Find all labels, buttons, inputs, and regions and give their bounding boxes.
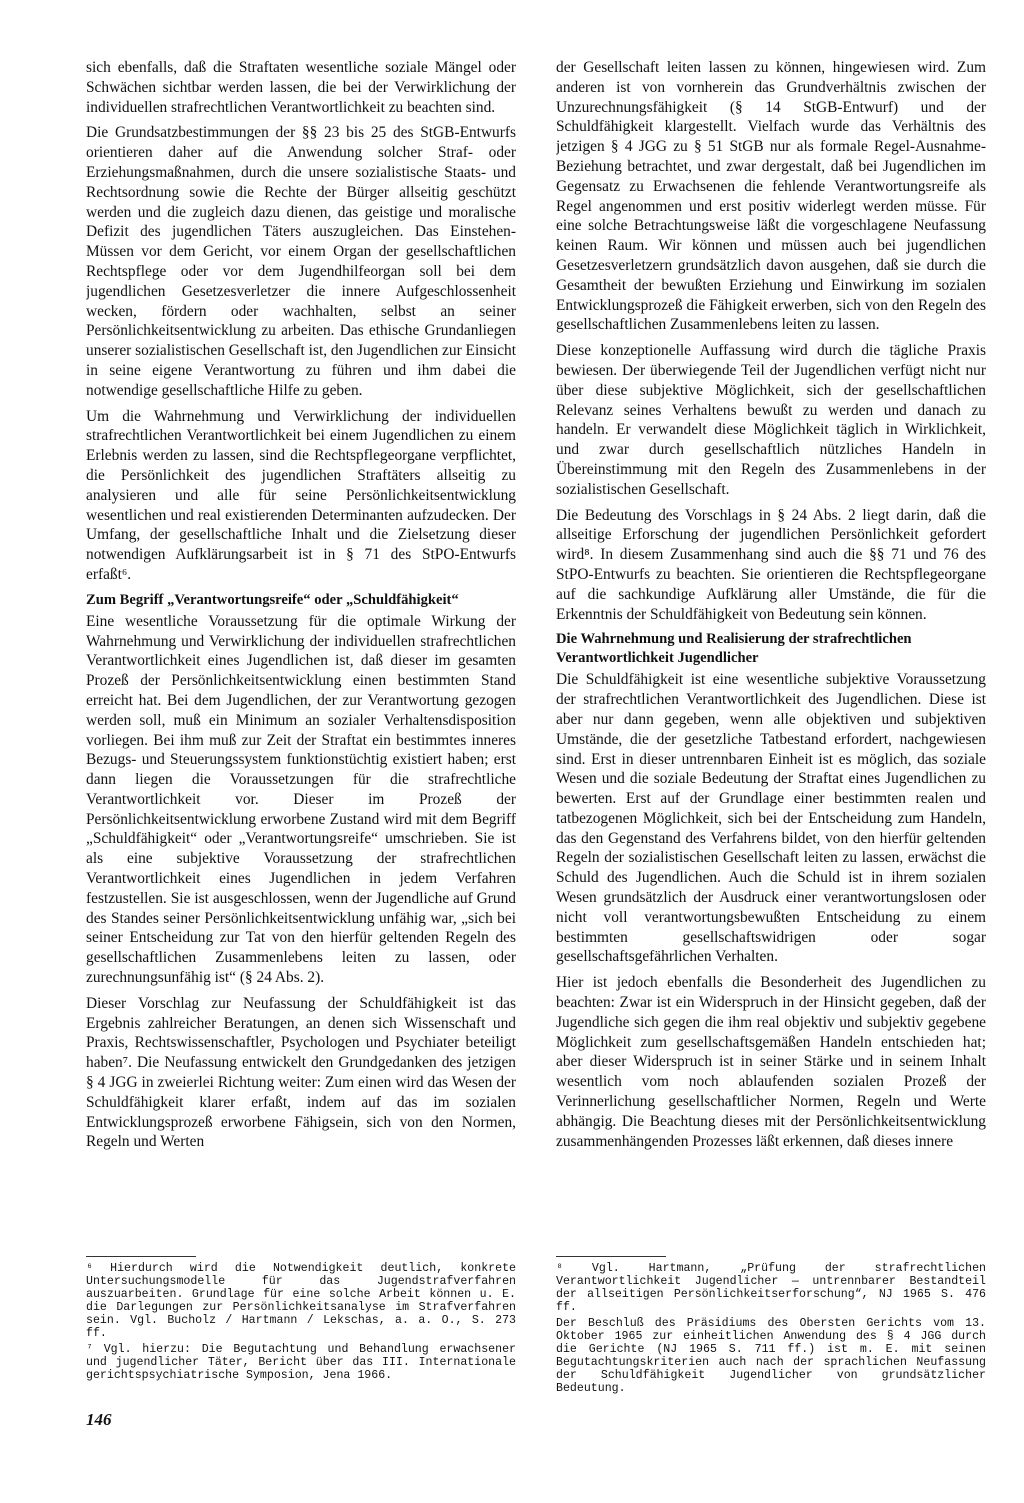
footnote: ⁷ Vgl. hierzu: Die Begutachtung und Behandlung erwachsener und jugendlicher Täter, Bericht über das III. Internationale gerichtspsychiatrische Symposion, Jena 1966. (86, 1343, 516, 1382)
paragraph: Dieser Vorschlag zur Neufassung der Schuldfähigkeit ist das Ergebnis zahlreicher Beratungen, an denen sich Wissenschaft und Praxis, Rechtswissenschaftler, Psychologen und Psychiater beteiligt haben⁷. Die Neufassung entwickelt den Grundgedanken des jetzigen § 4 JGG in zweierlei Richtung weiter: Zum einen wird das Wesen der Schuldfähigkeit klarer erfaßt, indem auf das im sozialen Entwicklungsprozeß erworbene Fähigsein, sich von den Normen, Regeln und Werten (86, 994, 516, 1151)
paragraph: Die Schuldfähigkeit ist eine wesentliche subjektive Voraussetzung der strafrechtlichen Verantwortlichkeit des Jugendlichen. Diese ist aber nur dann gegeben, wenn alle objektiven und subjektiven Umstände, die der gesetzliche Tatbestand erfordert, nachgewiesen sind. Erst in dieser untrennbaren Einheit ist es möglich, das soziale Wesen und die soziale Bedeutung der Straftat eines Jugendlichen zu bewerten. Erst auf der Grundlage einer bestimmten realen und tatbezogenen Möglichkeit, sich bei der Entscheidung zum Handeln, das den Gegenstand des Verfahrens bildet, von den hierfür geltenden Regeln der sozialistischen Gesellschaft leiten zu lassen, erwächst die Schuld des Jugendlichen. Auch die Schuld ist in ihrem sozialen Wesen grundsätzlich der Ausdruck einer verantwortungslosen oder nicht voll verantwortungsbewußten Entscheidung zu einem bestimmten gesellschaftswidrigen oder sogar gesellschaftsgefährlichen Verhalten. (556, 671, 986, 966)
paragraph: Eine wesentliche Voraussetzung für die optimale Wirkung der Wahrnehmung und Verwirklichung der individuellen strafrechtlichen Verantwortlichkeit eines Jugendlichen ist, daß dieser im gesamten Prozeß der Persönlichkeitsentwicklung einen bestimmten Stand erreicht hat. Bei dem Jugendlichen, der zur Verantwortung gezogen werden soll, muß ein Minimum an sozialer Verhaltensdisposition vorliegen. Bei ihm muß zur Zeit der Straftat ein bestimmtes inneres Bezugs- und Steuerungssystem funktionstüchtig existiert haben; erst dann liegen die Voraussetzungen für die strafrechtliche Verantwortlichkeit vor. Dieser im Prozeß der Persönlichkeitsentwicklung erworbene Zustand wird mit dem Begriff „Schuldfähigkeit“ oder „Verantwortungsreife“ umschrieben. Sie ist als eine subjektive Voraussetzung der strafrechtlichen Verantwortlichkeit eines Jugendlichen in jedem Verfahren festzustellen. Sie ist ausgeschlossen, wenn der Jugendliche auf Grund des Standes seiner Persönlichkeitsentwicklung unfähig war, „sich bei seiner Entscheidung zur Tat von den hierfür geltenden Regeln des gesellschaftlichen Zusammenlebens leiten zu lassen, oder zurechnungsunfähig ist“ (§ 24 Abs. 2). (86, 612, 516, 987)
paragraph: Die Bedeutung des Vorschlags in § 24 Abs. 2 liegt darin, daß die allseitige Erforschung der jugendlichen Persönlichkeit gefordert wird⁸. In diesem Zusammenhang sind auch die §§ 71 und 76 des StPO-Entwurfs zu beachten. Sie orientieren die Rechtspflegeorgane auf die sachkundige Aufklärung aller Umstände, die für die Erkenntnis der Schuldfähigkeit von Bedeutung sein können. (556, 506, 986, 623)
paragraph: Die Grundsatzbestimmungen der §§ 23 bis 25 des StGB-Entwurfs orientieren daher auf die Anwendung solcher Straf- oder Erziehungsmaßnahmen, durch die unsere sozialistische Staats- und Rechtsordnung sowie die Rechte der Bürger allseitig geschützt werden und die zugleich dazu dienen, das geistige und moralische Defizit des jugendlichen Täters auszugleichen. Das Einstehen-Müssen vor dem Gericht, vor einem Organ der gesellschaftlichen Rechtspflege oder vor dem Jugendhilfeorgan soll bei dem jugendlichen Gesetzesverletzer die innere Aufgeschlossenheit wecken, fördern oder wachhalten, selbst an seiner Persönlichkeitsentwicklung zu arbeiten. Das ethische Grundanliegen unserer sozialistischen Gesellschaft ist, den Jugendlichen zur Einsicht in seine eigene Verantwortung zu führen und ihm dabei die notwendige gesellschaftliche Hilfe zu geben. (86, 124, 516, 399)
section-heading: Die Wahrnehmung und Realisierung der strafrechtlichen Verantwortlichkeit Jugendlicher (556, 631, 912, 667)
section-heading: Zum Begriff „Verantwortungsreife“ oder „Schuldfähigkeit“ (86, 591, 459, 608)
page-number: 146 (86, 1410, 112, 1429)
paragraph: Um die Wahrnehmung und Verwirklichung der individuellen strafrechtlichen Verantwortlichkeit bei einem Jugendlichen zu einem Erlebnis werden zu lassen, sind die Rechtspflegeorgane verpflichtet, die Persönlichkeit des jugendlichen Straftäters allseitig zu analysieren und alle für seine Persönlichkeitsentwicklung wesentlichen und real existierenden Determinanten aufzudecken. Der Umfang, der gesellschaftliche Inhalt und die Zielsetzung dieser notwendigen Aufklärungsarbeit ist in § 71 des StPO-Entwurfs erfaßt⁶. (86, 407, 516, 583)
paragraph: sich ebenfalls, daß die Straftaten wesentliche soziale Mängel oder Schwächen sichtbar werden lassen, die bei der Verwirklichung der individuellen strafrechtlichen Verantwortlichkeit zu beachten sind. (86, 59, 516, 116)
footnote: ⁶ Hierdurch wird die Notwendigkeit deutlich, konkrete Untersuchungsmodelle für das Jugendstrafverfahren auszuarbeiten. Grundlage für eine solche Arbeit können u. E. die Darlegungen zur Persönlichkeitsanalyse im Strafverfahren sein. Vgl. Bucholz / Hartmann / Lekschas, a. a. O., S. 273 ff. (86, 1262, 516, 1340)
paragraph: der Gesellschaft leiten lassen zu können, hingewiesen wird. Zum anderen ist von vornherein das Grundverhältnis zwischen der Unzurechnungsfähigkeit (§ 14 StGB-Entwurf) und der Schuldfähigkeit klargestellt. Vielfach wurde das Verhältnis des jetzigen § 4 JGG zu § 51 StGB nur als formale Regel-Ausnahme-Beziehung betrachtet, und zwar dergestalt, daß bei Jugendlichen im Gegensatz zu Erwachsenen die fehlende Verantwortungsreife als Regel angenommen und erst positiv widerlegt werden müsse. Für eine solche Betrachtungsweise läßt die vorgeschlagene Neufassung keinen Raum. Wir können und müssen auch bei jugendlichen Gesetzesverletzern grundsätzlich davon ausgehen, daß sie durch die Gesamtheit der bewußten Erziehung und Einwirkung im sozialen Entwicklungsprozeß die Fähigkeit erwerben, sich von den Regeln des gesellschaftlichen Zusammenlebens leiten zu lassen. (556, 59, 986, 334)
paragraph: Diese konzeptionelle Auffassung wird durch die tägliche Praxis bewiesen. Der überwiegende Teil der Jugendlichen verfügt nicht nur über diese subjektive Möglichkeit, sich der gesellschaftlichen Relevanz seines Verhaltens bewußt zu werden und danach zu handeln. Er verwandelt diese Möglichkeit täglich in Wirklichkeit, und zwar durch gesellschaftlich nützliches Handeln in Übereinstimmung mit den Regeln des Zusammenlebens in der sozialistischen Gesellschaft. (556, 342, 986, 498)
footnotes-left (86, 1262, 516, 1382)
left-column (86, 58, 516, 1398)
right-column (556, 58, 986, 1398)
footnotes-right (556, 1262, 986, 1402)
footnote: Der Beschluß des Präsidiums des Obersten Gerichts vom 13. Oktober 1965 zur einheitlichen Anwendung des § 4 JGG durch die Gerichte (NJ 1965 S. 711 ff.) ist m. E. mit seinen Begutachtungskriterien auch nach der sprachlichen Neufassung der Schuldfähigkeit Jugendlicher von grundsätzlicher Bedeutung. (556, 1317, 986, 1395)
footnote: ⁸ Vgl. Hartmann, „Prüfung der strafrechtlichen Verantwortlichkeit Jugendlicher — untrennbarer Bestandteil der allseitigen Persönlichkeitserforschung“, NJ 1965 S. 476 ff. (556, 1262, 986, 1314)
footnote-rule (556, 1256, 666, 1257)
paragraph: Hier ist jedoch ebenfalls die Besonderheit des Jugendlichen zu beachten: Zwar ist ein Widerspruch in der Hinsicht gegeben, daß der Jugendliche sich gegen die ihm real objektiv und subjektiv gegebene Möglichkeit zum gesellschaftsgemäßen Handeln entschieden hat; aber dieser Widerspruch ist in seiner Stärke und in seinem Inhalt wesentlich vom noch ablaufenden sozialen Prozeß der Verinnerlichung gesellschaftlicher Normen, Regeln und Werte abhängig. Die Beachtung dieses mit der Persönlichkeitsentwicklung zusammenhängenden Prozesses läßt erkennen, daß dieses innere (556, 974, 986, 1150)
footnote-rule (86, 1256, 196, 1257)
